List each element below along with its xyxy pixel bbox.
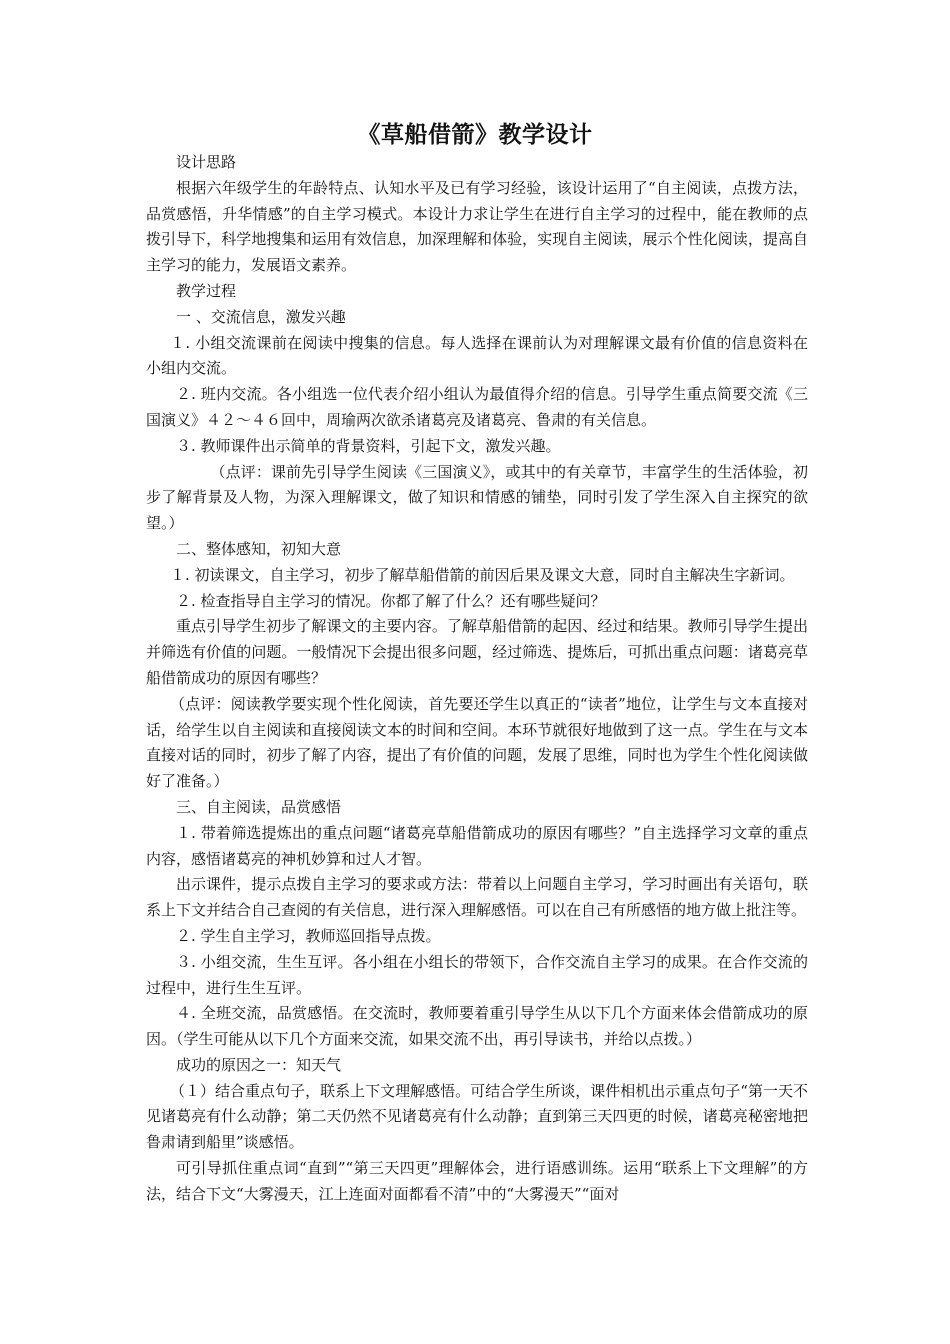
- paragraph: 根据六年级学生的年龄特点、认知水平及已有学习经验，该设计运用了“自主阅读，点拨方法，品赏感悟，升华情感”的自主学习模式。本设计力求让学生在进行自主学习的过程中，能在教师的点拨引导下，科学地搜集和运用有效信息，加深理解和体验，实现自主阅读，展示个性化阅读，提高自主学习的能力，发展语文素养。: [146, 178, 808, 275]
- comment-paragraph: （点评：课前先引导学生阅读《三国演义》，或其中的有关章节，丰富学生的生活体验，初步了解背景及人物，为深入理解课文，做了知识和情感的铺垫，同时引发了学生深入自主探究的欲望。）: [146, 462, 808, 533]
- paragraph: （１）结合重点句子，联系上下文理解感悟。可结合学生所谈，课件相机出示重点句子“第一天不见诸葛亮有什么动静；第二天仍然不见诸葛亮有什么动静；直到第三天四更的时候，诸葛亮秘密地把鲁肃请到船里”谈感悟。: [146, 1081, 808, 1152]
- paragraph: 出示课件，提示点拨自主学习的要求或方法：带着以上问题自主学习，学习时画出有关语句，联系上下文并结合自己查阅的有关信息，进行深入理解感悟。可以在自己有所感悟的地方做上批注等。: [146, 875, 808, 920]
- comment-paragraph: （点评：阅读教学要实现个性化阅读，首先要还学生以真正的“读者”地位，让学生与文本直接对话，给学生以自主阅读和直接阅读文本的时间和空间。本环节就很好地做到了这一点。学生在与文本直接对话的同时，初步了解了内容，提出了有价值的问题，发展了思维，同时也为学生个性化阅读做好了准备。）: [146, 694, 808, 791]
- paragraph: １. 带着筛选提炼出的重点问题“诸葛亮草船借箭成功的原因有哪些？”自主选择学习文章的重点内容，感悟诸葛亮的神机妙算和过人才智。: [146, 823, 808, 868]
- paragraph: ２. 学生自主学习，教师巡回指导点拨。: [176, 926, 441, 945]
- paragraph: ４. 全班交流，品赏感悟。在交流时，教师要着重引导学生从以下几个方面来体会借箭成功的原因。（学生可能从以下几个方面来交流，如果交流不出，再引导读书，并给以点拨。）: [146, 1004, 808, 1049]
- paragraph: 重点引导学生初步了解课文的主要内容。了解草船借箭的起因、经过和结果。教师引导学生提出并筛选有价值的问题。一般情况下会提出很多问题，经过筛选、提炼后，可抓出重点问题：诸葛亮草船借箭成功的原因有哪些？: [146, 617, 808, 687]
- paragraph: ２. 检查指导自主学习的情况。你都了解了什么？还有哪些疑问？: [176, 591, 606, 610]
- section-heading: 成功的原因之一：知天气: [176, 1055, 342, 1074]
- section-heading: 设计思路: [176, 153, 237, 171]
- paragraph: ２. 班内交流。各小组选一位代表介绍小组认为最值得介绍的信息。引导学生重点简要交流《三国演义》４２～４６回中，周瑜两次欲杀诸葛亮及诸葛亮、鲁肃的有关信息。: [146, 385, 808, 429]
- section-heading: 教学过程: [176, 281, 237, 300]
- document-body: [146, 150, 808, 1208]
- paragraph: ３. 小组交流，生生互评。各小组在小组长的带领下，合作交流自主学习的成果。在合作交流的过程中，进行生生互评。: [146, 952, 808, 997]
- section-heading: 二、整体感知，初知大意: [176, 539, 342, 558]
- paragraph: 可引导抓住重点词“直到”“第三天四更”理解体会，进行语感训练。运用“联系上下文理解”的方法，结合下文“大雾漫天，江上连面对面都看不清”中的“大雾漫天”“面对: [146, 1159, 808, 1203]
- document-title: 《草船借箭》教学设计: [357, 121, 593, 148]
- paragraph: １. 小组交流课前在阅读中搜集的信息。每人选择在课前认为对理解课文最有价值的信息资料在小组内交流。: [146, 333, 808, 378]
- section-heading: 三、自主阅读，品赏感悟: [176, 797, 342, 816]
- paragraph: １. 初读课文，自主学习，初步了解草船借箭的前因后果及课文大意，同时自主解决生字新词。: [170, 565, 795, 584]
- paragraph: ３. 教师课件出示简单的背景资料，引起下文，激发兴趣。: [176, 436, 561, 455]
- section-heading: 一 、交流信息，激发兴趣: [176, 307, 346, 326]
